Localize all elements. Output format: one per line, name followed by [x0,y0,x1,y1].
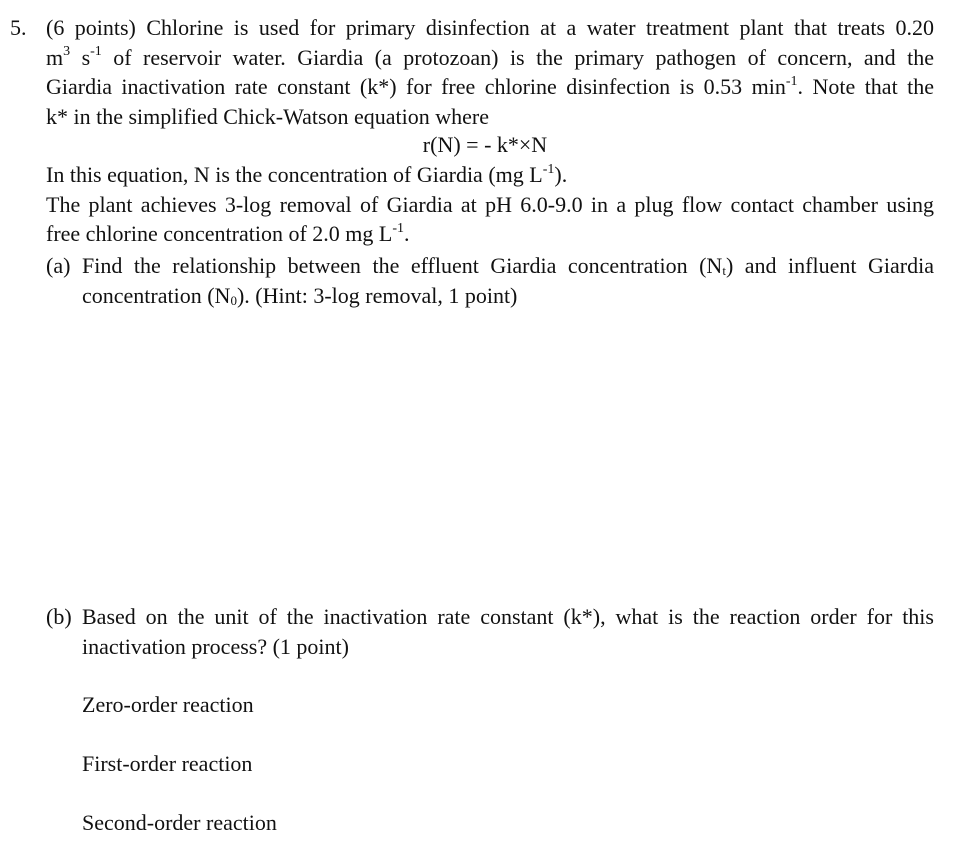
plant-text-2-end: . [404,221,410,246]
intro-line-1 [46,13,934,43]
superscript-minus-1: -1 [90,44,102,60]
unit-s: s [70,44,91,70]
intro-line-2 [46,43,934,73]
question-definitions [46,160,934,249]
intro-text-2: of reservoir water. Giardia (a protozoan) is the primary pathogen of concern, and the [101,44,934,70]
plant-line-2 [46,219,934,249]
part-b-label: (b) [46,604,72,629]
points-label: (6 points) [46,15,136,40]
chick-watson-equation: r(N) = - k*×N [422,132,548,157]
part-b-line-2: inactivation process? (1 point) [82,633,349,659]
option-zero-order[interactable]: Zero-order reaction [82,692,254,717]
intro-text-1: Chlorine is used for primary disinfection at a water treatment plant that treats 0.20 [146,15,934,40]
part-a-text-2: concentration (N [82,282,231,308]
superscript-3: 3 [63,44,71,60]
intro-line-4: k* in the simplified Chick-Watson equation where [46,103,490,129]
superscript-minus-1: -1 [392,220,405,236]
superscript-minus-1: -1 [542,161,555,177]
plant-line-1: The plant achieves 3-log removal of Giardia at pH 6.0-9.0 in a plug flow contact chamber using [46,191,934,217]
n-definition-end: ). [554,162,568,187]
part-a-text-2-end: ). (Hint: 3-log removal, 1 point) [236,282,518,308]
part-a-text-1: Find the relationship between the effluent Giardia concentration (N [82,253,723,278]
plant-text-2: free chlorine concentration of 2.0 mg L [46,221,393,246]
part-b-line-1: Based on the unit of the inactivation rate constant (k*), what is the reaction order for this [82,604,934,629]
question-number: 5. [10,15,27,40]
intro-text-3-end: . Note that the [797,74,935,99]
part-a-text-1-end: ) and influent Giardia [725,253,934,278]
part-a-label: (a) [46,253,71,278]
intro-text-3: Giardia inactivation rate constant (k*) for free chlorine disinfection is 0.53 min [46,74,786,99]
n-definition [46,160,934,190]
superscript-minus-1: -1 [785,73,798,89]
part-b-text [82,602,934,661]
n-definition-text: In this equation, N is the concentration of Giardia (mg L [46,162,543,187]
part-a-line-1 [82,251,934,281]
part-a-text [82,251,934,310]
unit-m: m [46,44,64,70]
question-intro [46,13,934,131]
intro-line-3 [46,72,934,102]
option-first-order[interactable]: First-order reaction [82,751,253,776]
subscript-0: 0 [230,292,237,308]
subscript-t: t [722,263,726,278]
part-a-line-2 [82,281,934,311]
option-second-order[interactable]: Second-order reaction [82,810,277,835]
